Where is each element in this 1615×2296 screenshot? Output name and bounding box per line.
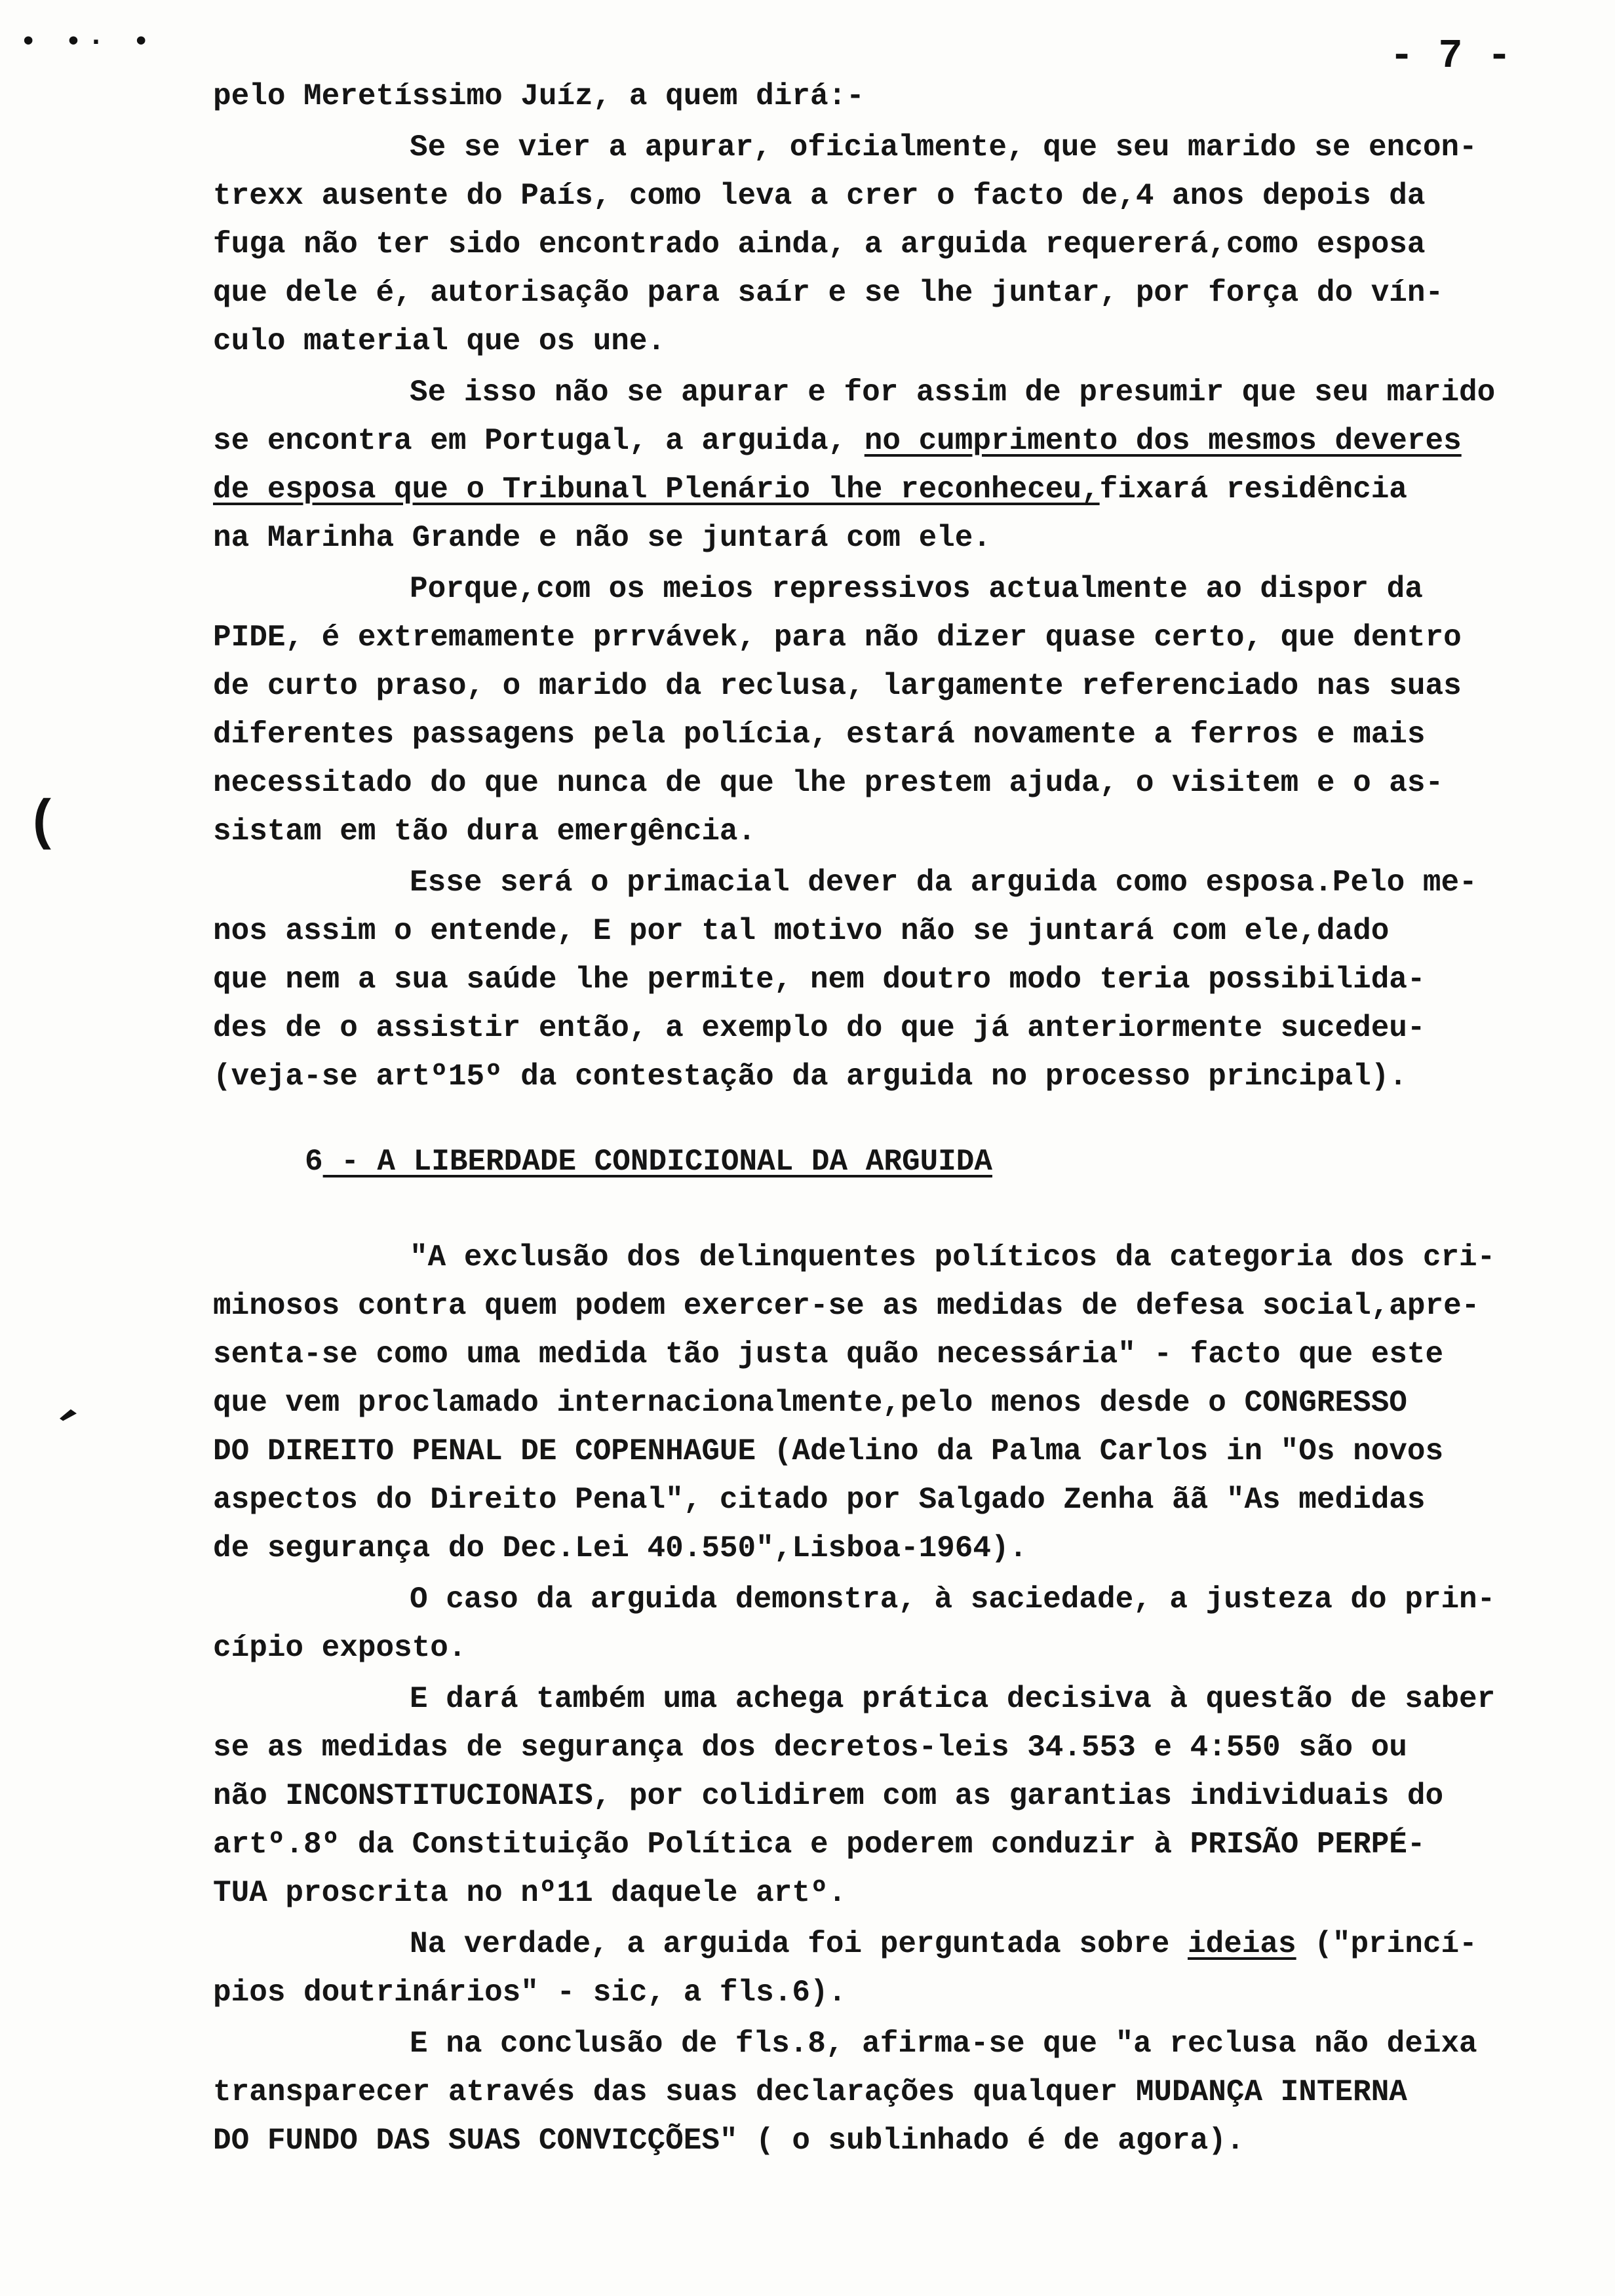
text-line: trexx ausente do País, como leva a crer o facto de,4 anos depois da	[213, 179, 1426, 213]
text-line: transparecer através das suas declarações qualquer MUDANÇA INTERNA	[213, 2075, 1407, 2109]
text-line: des de o assistir então, a exemplo do que já anteriormente sucedeu-	[213, 1011, 1426, 1045]
text-line: Se se vier a apurar, oficialmente, que seu marido se encon-	[410, 130, 1477, 164]
text-line: diferentes passagens pela polícia, estará novamente a ferros e mais	[213, 718, 1426, 752]
corner-punch-marks: • •· •	[20, 26, 155, 59]
text-line: de segurança do Dec.Lei 40.550",Lisboa-1964).	[213, 1531, 1028, 1565]
text-line	[213, 417, 1576, 465]
section-heading	[213, 1138, 1576, 1186]
text-line: na Marinha Grande e não se juntará com ele.	[213, 521, 991, 555]
text-line: senta-se como uma medida tão justa quão necessária" - facto que este	[213, 1337, 1444, 1371]
text-line: E dará também uma achega prática decisiva à questão de saber	[410, 1682, 1496, 1716]
text-line	[213, 1920, 1576, 1968]
text-segment: ("princí-	[1296, 1927, 1477, 1961]
text-line: artº.8º da Constituição Política e poderem conduzir à PRISÃO PERPÉ-	[213, 1827, 1426, 1862]
text-segment: Na verdade, a arguida foi perguntada sobre	[410, 1927, 1188, 1961]
text-line: TUA proscrita no nº11 daquele artº.	[213, 1876, 847, 1910]
text-line: minosos contra quem podem exercer-se as medidas de defesa social,apre-	[213, 1289, 1480, 1323]
text-line: cípio exposto.	[213, 1631, 467, 1665]
text-line: PIDE, é extremamente prrvávek, para não dizer quase certo, que dentro	[213, 621, 1462, 655]
document-body	[213, 72, 1576, 2165]
text-line: de curto praso, o marido da reclusa, largamente referenciado nas suas	[213, 669, 1462, 703]
text-line: "A exclusão dos delinquentes políticos da categoria dos cri-	[410, 1240, 1496, 1274]
text-line: que vem proclamado internacionalmente,pelo menos desde o CONGRESSO	[213, 1386, 1407, 1420]
text-line: que dele é, autorisação para saír e se lhe juntar, por força do vín-	[213, 276, 1444, 310]
text-line: necessitado do que nunca de que lhe prestem ajuda, o visitem e o as-	[213, 766, 1444, 800]
margin-mark-bracket: (	[26, 793, 60, 855]
text-line: sistam em tão dura emergência.	[213, 814, 756, 849]
text-line: Porque,com os meios repressivos actualmente ao dispor da	[410, 572, 1423, 606]
text-line: E na conclusão de fls.8, afirma-se que "a reclusa não deixa	[410, 2027, 1477, 2061]
text-line: Esse será o primacial dever da arguida como esposa.Pelo me-	[410, 866, 1477, 900]
text-line: Se isso não se apurar e for assim de presumir que seu marido	[410, 375, 1496, 410]
text-line: culo material que os une.	[213, 324, 666, 358]
underlined-text: no cumprimento dos mesmos deveres	[864, 424, 1462, 458]
text-line: O caso da arguida demonstra, à saciedade, a justeza do prin-	[410, 1582, 1496, 1617]
text-segment: se encontra em Portugal, a arguida,	[213, 424, 865, 458]
text-line: (veja-se artº15º da contestação da arguida no processo principal).	[213, 1060, 1407, 1094]
section-number: 6	[305, 1145, 323, 1179]
text-line: pelo Meretíssimo Juíz, a quem dirá:-	[213, 79, 865, 113]
text-line: se as medidas de segurança dos decretos-leis 34.553 e 4:550 são ou	[213, 1731, 1407, 1765]
text-line	[213, 465, 1576, 514]
text-line: não INCONSTITUCIONAIS, por colidirem com as garantias individuais do	[213, 1779, 1444, 1813]
page-number: - 7 -	[1390, 33, 1512, 79]
text-line: DO FUNDO DAS SUAS CONVICÇÕES" ( o sublinhado é de agora).	[213, 2124, 1245, 2158]
text-line: DO DIREITO PENAL DE COPENHAGUE (Adelino da Palma Carlos in "Os novos	[213, 1434, 1444, 1468]
text-line: aspectos do Direito Penal", citado por Salgado Zenha ãã "As medidas	[213, 1483, 1426, 1517]
text-line: pios doutrinários" - sic, a fls.6).	[213, 1976, 847, 2010]
text-line: que nem a sua saúde lhe permite, nem doutro modo teria possibilida-	[213, 963, 1426, 997]
margin-mark-tick: ’	[33, 1399, 86, 1457]
text-segment: fixará residência	[1099, 472, 1407, 507]
text-line: nos assim o entende, E por tal motivo não se juntará com ele,dado	[213, 914, 1390, 948]
underlined-text: de esposa que o Tribunal Plenário lhe reconheceu,	[213, 472, 1100, 507]
text-line: fuga não ter sido encontrado ainda, a arguida requererá,como esposa	[213, 227, 1426, 261]
section-title: - A LIBERDADE CONDICIONAL DA ARGUIDA	[322, 1145, 992, 1179]
underlined-text: ideias	[1188, 1927, 1296, 1961]
